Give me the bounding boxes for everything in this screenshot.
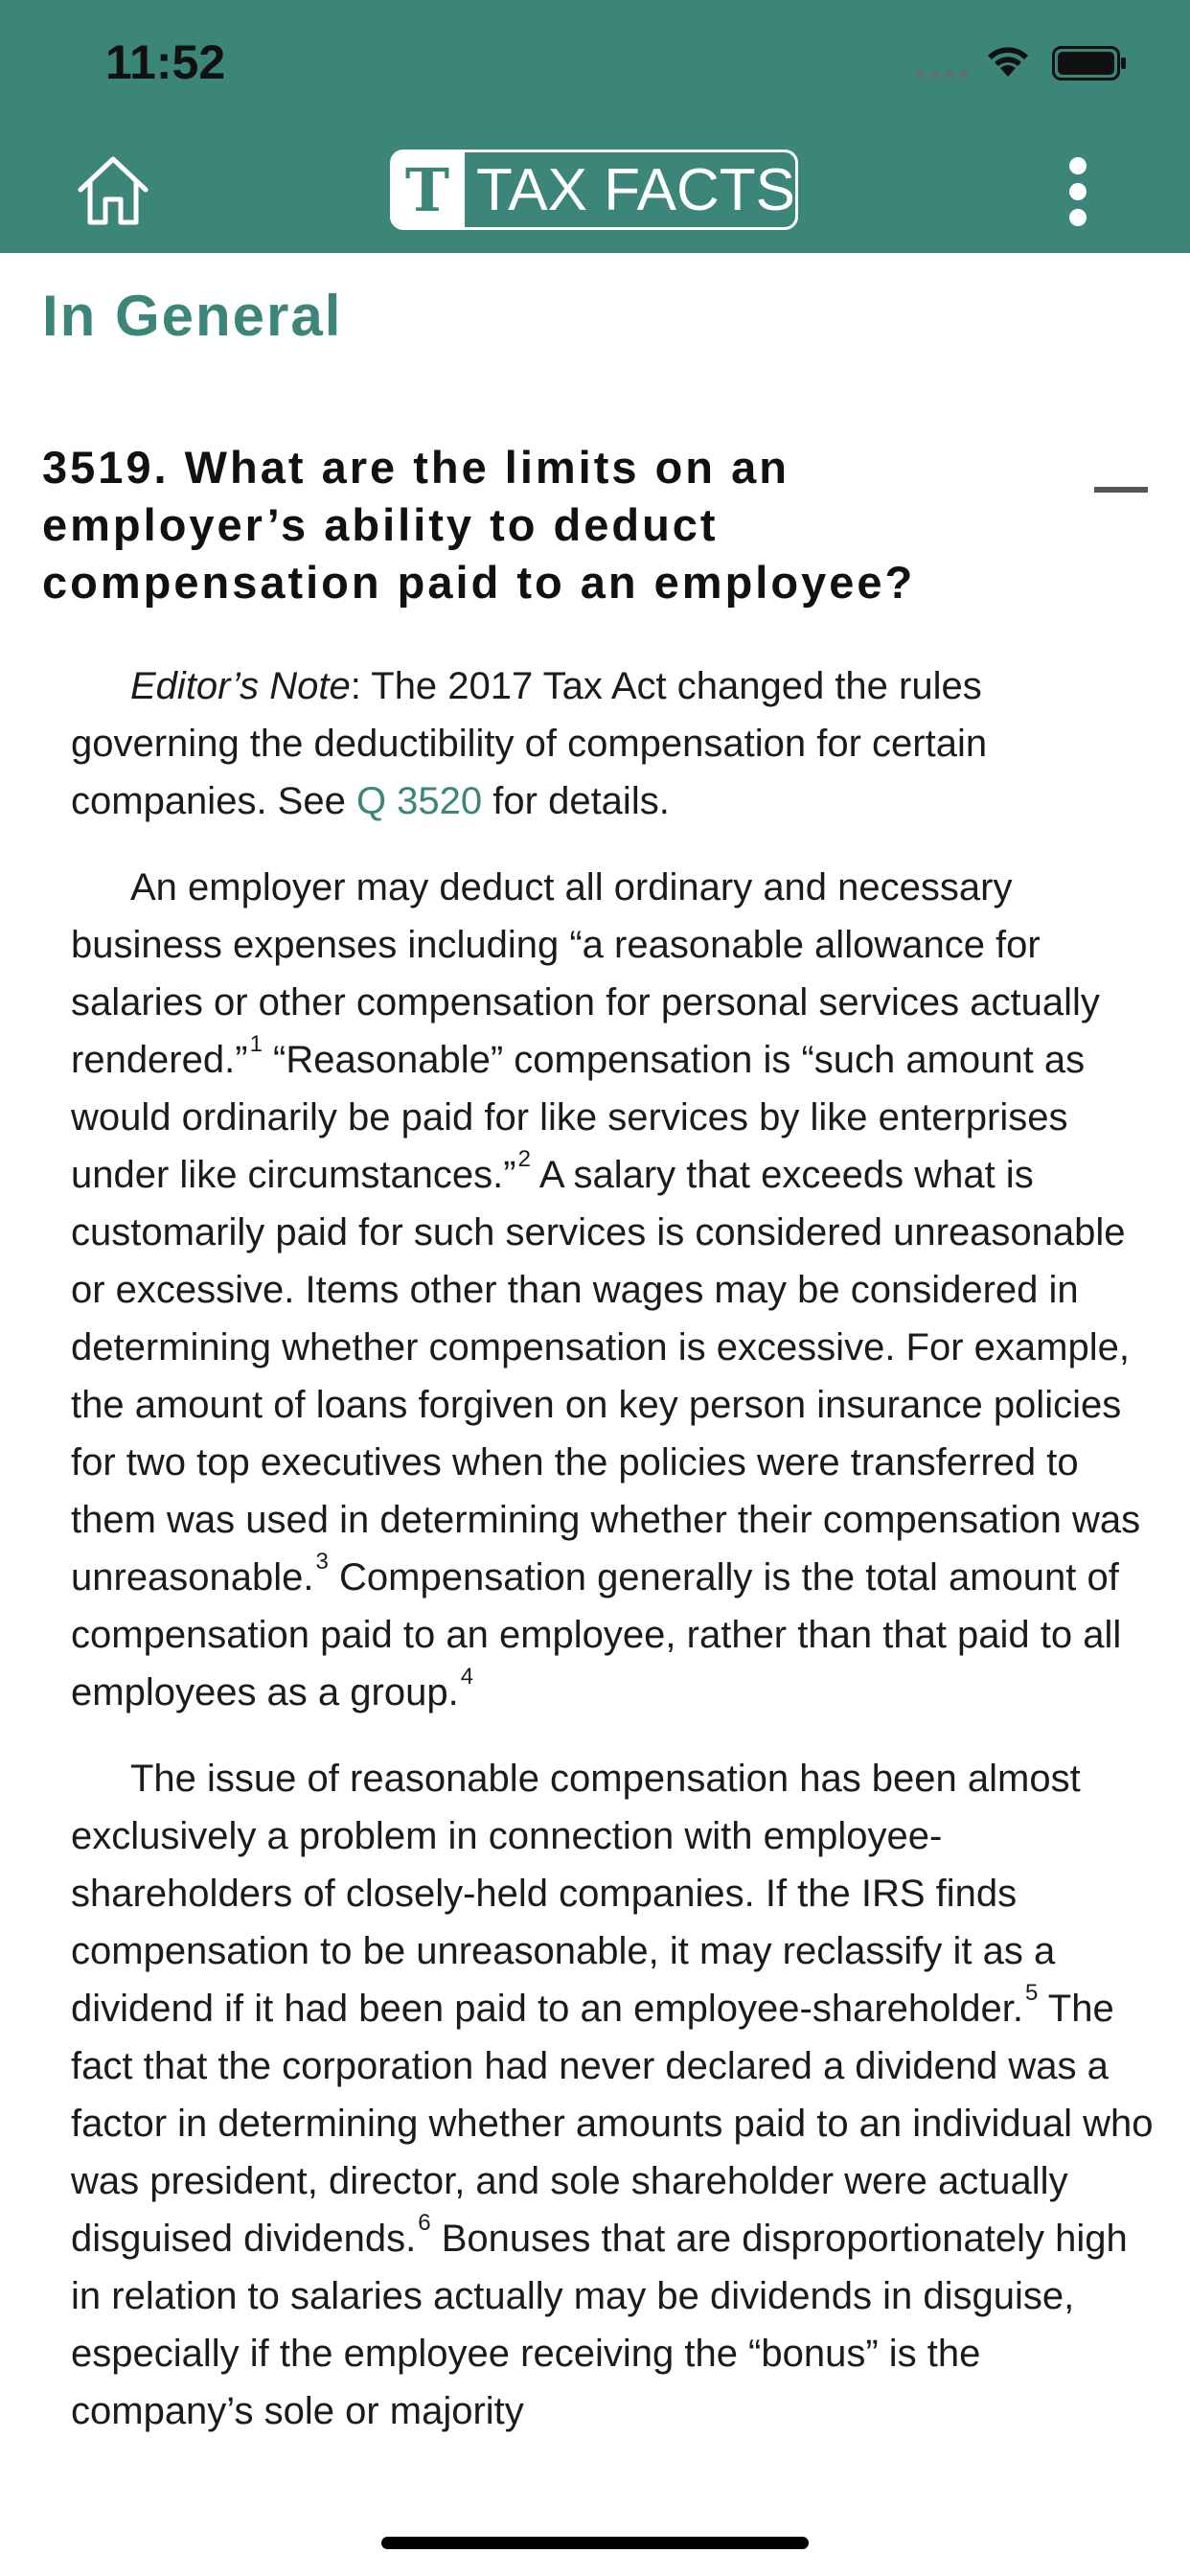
section-title: In General <box>42 284 343 348</box>
question-heading: 3519. What are the limits on an employer’s ability to deduct compensation paid to an employee? <box>42 442 916 608</box>
battery-icon <box>1052 46 1129 80</box>
home-indicator[interactable] <box>381 2537 809 2549</box>
more-options-icon[interactable] <box>1064 153 1092 230</box>
footnote-4[interactable]: 4 <box>460 1664 474 1690</box>
footnote-5[interactable]: 5 <box>1025 1980 1039 2006</box>
collapse-icon[interactable] <box>1094 487 1148 493</box>
article-body <box>71 657 1154 2469</box>
paragraph-reasonable-allowance: An employer may deduct all ordinary and necessary business expenses including “a reasonable allowance for salaries or other compensation for personal services actually rendered.”$^1$ “Reasonable” compensation is “such amount as would ordinarily be paid for like services by like enterprises under like circumstances.”$^2$ A salary that exceeds what is customarily paid for such services is considered unreasonable or excessive. Items other than wages may be considered in determining whether compensation is excessive. For example, the amount of loans forgiven on key person insurance policies for two top executives when the policies were transferred to them was used in determining whether their compensation was unreasonable.$^3$ Compensation generally is the total amount of compensation paid to an employee, rather than that paid to all employees as a group.$^4$ <box>71 866 1141 1714</box>
wifi-icon <box>984 42 1032 79</box>
app-header <box>0 0 1190 253</box>
q-3520-link[interactable]: Q 3520 <box>355 780 483 822</box>
tax-facts-logo <box>390 150 798 230</box>
status-time: 11:52 <box>105 35 226 89</box>
logo-mark: T <box>390 150 465 230</box>
paragraph-closely-held: The issue of reasonable compensation has been almost exclusively a problem in connection with employee-shareholders of closely-held companies. If the IRS finds compensation to be unreasonable, it may reclassify it as a dividend if it had been paid to an employee-shareholder.$^5$ The fact that the corporation had never declared a dividend was a factor in determining whether amounts paid to an individual who was president, director, and sole shareholder were actually disguised dividends.$^6$ Bonuses that are disproportionately high in relation to salaries actually may be dividends in disguise, especially if the employee receiving the “bonus” is the company’s sole or majority <box>71 1758 1154 2432</box>
footnote-3[interactable]: 3 <box>315 1549 329 1575</box>
home-icon[interactable] <box>75 153 151 226</box>
footnote-2[interactable]: 2 <box>517 1146 531 1172</box>
footnote-1[interactable]: 1 <box>249 1031 263 1057</box>
paragraph-editors-note: Editor’s Note: The 2017 Tax Act changed the rules governing the deductibility of compensation for certain companies. See Q 3520 for details. <box>71 665 988 822</box>
editors-note-label: Editor’s Note <box>130 665 351 707</box>
cellular-signal-icon <box>916 70 968 79</box>
footnote-6[interactable]: 6 <box>418 2210 431 2236</box>
logo-text: TAX FACTS <box>475 156 795 223</box>
